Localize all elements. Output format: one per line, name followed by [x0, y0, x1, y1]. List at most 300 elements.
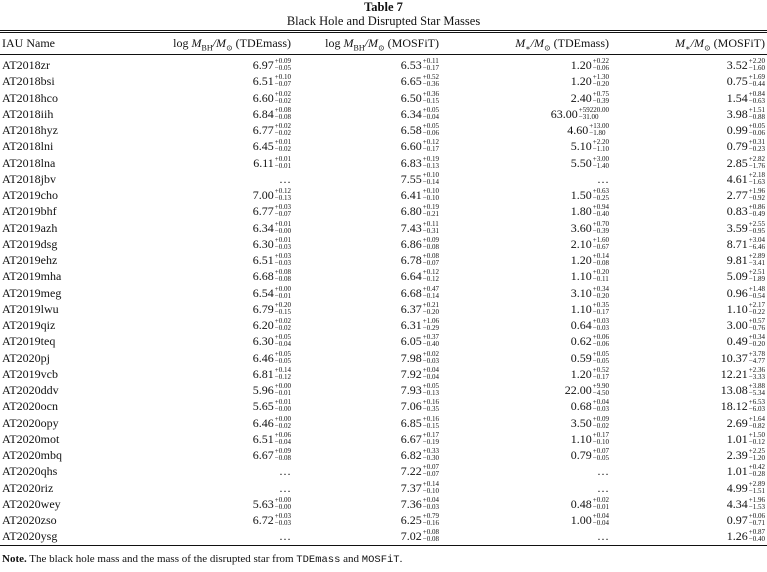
cell-uncertainty: [749, 156, 765, 170]
lower-error: −1.89: [748, 275, 765, 284]
cell-uncertainty: [423, 107, 439, 121]
cell-uncertainty: [593, 188, 609, 202]
upper-error: +0.01: [274, 219, 291, 228]
cell-uncertainty: [275, 58, 291, 72]
upper-error: +2.36: [748, 365, 765, 374]
cell-logmbh-tdemass: [279, 463, 291, 479]
lower-error: −0.03: [274, 519, 291, 527]
cell-iau-name: AT2019meg: [2, 285, 62, 300]
cell-iau-name: AT2019ehz: [2, 253, 58, 267]
cell-value: …: [597, 464, 609, 479]
upper-error: +0.05: [274, 333, 291, 342]
cell-uncertainty: [593, 367, 609, 381]
header-c1-sub: BH: [201, 43, 213, 53]
cell-logmbh-mosfit: [401, 171, 439, 187]
cell-uncertainty: [593, 416, 609, 430]
header-c2-div: /M: [364, 36, 378, 50]
lower-error: −1.80: [589, 129, 606, 137]
lower-error: −0.39: [592, 226, 609, 235]
cell-mstar-tdemass: [571, 187, 609, 203]
cell-value: 5.10: [570, 139, 592, 154]
upper-error: +0.00: [274, 284, 291, 293]
cell-value: 4.60: [567, 123, 589, 137]
lower-error: −6.03: [748, 405, 765, 414]
cell-logmbh-tdemass: [279, 171, 291, 187]
cell-uncertainty: [593, 351, 609, 365]
cell-mstar-tdemass: [571, 268, 609, 284]
lower-error: −0.03: [422, 502, 439, 511]
header-c3-div: /M: [530, 36, 544, 50]
cell-mstar-mosfit: [727, 333, 765, 349]
cell-uncertainty: [593, 286, 609, 300]
upper-error: +0.94: [592, 203, 609, 212]
cell-logmbh-mosfit: [401, 203, 439, 219]
cell-iau-name: AT2018zr: [2, 58, 50, 72]
cell-uncertainty: [423, 58, 439, 72]
cell-iau-name: AT2018hyz: [2, 123, 58, 137]
upper-error: +0.14: [274, 365, 291, 374]
cell-iau-name: AT2019mha: [2, 269, 62, 284]
cell-mstar-tdemass: [571, 236, 609, 252]
cell-value: 5.50: [570, 155, 592, 170]
lower-error: −0.07: [422, 470, 439, 479]
lower-error: −0.13: [274, 194, 291, 202]
upper-error: +1.64: [748, 414, 765, 423]
cell-logmbh-tdemass: [253, 285, 291, 301]
lower-error: −0.06: [748, 129, 765, 137]
table-row: [0, 90, 767, 106]
note-code-mosfit: MOSFiT: [361, 554, 400, 566]
lower-error: −0.04: [422, 112, 439, 121]
upper-error: +0.84: [748, 89, 765, 98]
lower-error: −0.49: [748, 210, 765, 219]
lower-error: −0.14: [422, 177, 439, 186]
cell-uncertainty: [275, 156, 291, 170]
lower-error: −0.63: [748, 96, 765, 105]
cell-mstar-tdemass: [571, 415, 609, 431]
lower-error: −0.31: [422, 226, 439, 235]
cell-logmbh-tdemass: [253, 268, 291, 284]
lower-error: −0.07: [274, 80, 291, 89]
cell-uncertainty: [423, 513, 439, 527]
cell-value: 6.34: [252, 220, 274, 235]
cell-uncertainty: [275, 237, 291, 251]
table-row: [0, 512, 767, 528]
cell-value: 7.93: [400, 383, 422, 397]
cell-iau-name: AT2020ddv: [2, 383, 59, 397]
lower-error: −0.00: [274, 502, 291, 511]
header-c1-suffix: (TDEmass): [232, 36, 291, 50]
cell-mstar-mosfit: [727, 480, 765, 496]
cell-logmbh-tdemass: [253, 236, 291, 252]
cell-value: 5.09: [726, 269, 748, 284]
upper-error: +0.35: [592, 300, 609, 309]
cell-value: 1.20: [570, 58, 592, 72]
cell-value: 6.85: [400, 415, 422, 430]
table-number: Table 7: [364, 0, 403, 14]
cell-value: 0.64: [570, 318, 592, 332]
cell-uncertainty: [749, 237, 765, 251]
cell-value: 7.37: [400, 480, 422, 495]
cell-mstar-mosfit: [727, 496, 765, 512]
cell-mstar-mosfit: [721, 366, 765, 382]
cell-value: 3.00: [726, 318, 748, 332]
cell-uncertainty: [423, 269, 439, 283]
cell-value: 6.11: [253, 155, 274, 170]
cell-mstar-mosfit: [727, 171, 765, 187]
cell-uncertainty: [593, 497, 609, 511]
upper-error: +1.48: [748, 284, 765, 293]
upper-error: +0.16: [422, 414, 439, 423]
cell-value: 6.37: [400, 301, 422, 316]
cell-uncertainty: [589, 123, 609, 137]
cell-mstar-mosfit: [727, 528, 765, 544]
upper-error: +0.02: [274, 317, 291, 325]
lower-error: −0.10: [422, 194, 439, 202]
lower-error: −0.30: [422, 454, 439, 462]
lower-error: −0.13: [422, 389, 439, 397]
cell-uncertainty: [593, 221, 609, 235]
cell-logmbh-tdemass: [253, 317, 291, 333]
cell-value: 1.20: [570, 366, 592, 381]
cell-value: 2.40: [570, 90, 592, 105]
cell-value: 7.06: [400, 399, 422, 414]
upper-error: +0.08: [274, 105, 291, 114]
lower-error: −0.03: [592, 324, 609, 332]
cell-iau-name: AT2019cho: [2, 188, 58, 202]
cell-iau-name: AT2019qiz: [2, 318, 56, 332]
cell-value: 6.20: [252, 318, 274, 332]
lower-error: −0.54: [748, 291, 765, 300]
cell-value: 1.01: [726, 431, 748, 446]
cell-logmbh-tdemass: [253, 415, 291, 431]
lower-error: −0.25: [592, 194, 609, 202]
cell-value: 0.68: [570, 399, 592, 414]
cell-value: 0.59: [570, 350, 592, 365]
cell-value: 3.10: [570, 285, 592, 300]
lower-error: −0.02: [592, 421, 609, 430]
cell-uncertainty: [275, 399, 291, 413]
cell-value: 0.75: [726, 74, 748, 89]
cell-value: 6.51: [252, 74, 274, 89]
upper-error: +0.01: [274, 138, 291, 147]
cell-value: 4.99: [726, 480, 748, 495]
cell-logmbh-tdemass: [253, 301, 291, 317]
lower-error: −0.13: [422, 161, 439, 170]
cell-iau-name: AT2019vcb: [2, 366, 58, 381]
cell-uncertainty: [593, 432, 609, 446]
header-c1-sun: ⊙: [225, 43, 233, 53]
cell-uncertainty: [423, 91, 439, 105]
lower-error: −0.21: [422, 210, 439, 219]
upper-error: +6.53: [748, 398, 765, 407]
cell-value: 6.51: [252, 253, 274, 267]
cell-logmbh-mosfit: [401, 268, 439, 284]
cell-value: 0.48: [570, 496, 592, 511]
table-row: [0, 415, 767, 431]
cell-mstar-mosfit: [727, 73, 765, 89]
cell-iau-name: AT2019teq: [2, 334, 56, 349]
table-row: [0, 138, 767, 154]
upper-error: +0.47: [422, 284, 439, 293]
cell-uncertainty: [749, 107, 765, 121]
table-row: [0, 398, 767, 414]
header-c1-div: /M: [212, 36, 226, 50]
cell-mstar-tdemass: [571, 252, 609, 268]
cell-uncertainty: [423, 286, 439, 300]
cell-value: 6.53: [400, 58, 422, 72]
cell-mstar-mosfit: [727, 122, 765, 138]
cell-uncertainty: [275, 334, 291, 348]
cell-mstar-tdemass: [571, 301, 609, 317]
lower-error: −0.00: [274, 405, 291, 414]
cell-uncertainty: [423, 172, 439, 186]
cell-value: 7.02: [400, 529, 422, 544]
cell-mstar-tdemass: [597, 480, 609, 496]
table-row: [0, 285, 767, 301]
cell-logmbh-tdemass: [253, 496, 291, 512]
table-note: [2, 553, 402, 566]
cell-mstar-tdemass: [551, 106, 609, 122]
lower-error: −1.40: [592, 161, 609, 170]
cell-logmbh-mosfit: [401, 138, 439, 154]
cell-value: 1.20: [570, 253, 592, 267]
cell-uncertainty: [749, 91, 765, 105]
cell-logmbh-mosfit: [401, 366, 439, 382]
cell-mstar-tdemass: [571, 138, 609, 154]
cell-uncertainty: [275, 123, 291, 137]
lower-error: −0.10: [592, 437, 609, 446]
cell-value: 6.67: [400, 431, 422, 446]
cell-uncertainty: [749, 204, 765, 218]
cell-iau-name: AT2018jbv: [2, 171, 56, 186]
cell-uncertainty: [423, 302, 439, 316]
lower-error: −0.04: [274, 340, 291, 349]
upper-error: +9.90: [592, 382, 609, 390]
cell-mstar-tdemass: [571, 366, 609, 382]
cell-value: 13.08: [720, 383, 748, 397]
cell-uncertainty: [749, 139, 765, 153]
header-c4-sub: ∗: [685, 43, 691, 53]
upper-error: +2.18: [748, 170, 765, 179]
cell-uncertainty: [749, 221, 765, 235]
lower-error: −0.08: [274, 275, 291, 284]
cell-logmbh-mosfit: [401, 236, 439, 252]
cell-value: 1.10: [570, 269, 592, 284]
upper-error: +0.01: [274, 398, 291, 407]
lower-error: −0.12: [274, 372, 291, 381]
upper-error: +0.01: [274, 235, 291, 244]
cell-uncertainty: [275, 367, 291, 381]
cell-iau-name: AT2019dsg: [2, 236, 58, 251]
upper-error: +0.03: [592, 317, 609, 325]
cell-uncertainty: [275, 253, 291, 267]
table-header: [0, 36, 767, 52]
cell-value: 6.50: [400, 90, 422, 105]
lower-error: −0.23: [748, 145, 765, 154]
upper-error: +0.36: [422, 89, 439, 98]
note-label: Note.: [2, 553, 27, 565]
lower-error: −0.01: [274, 161, 291, 170]
cell-value: 6.58: [400, 123, 422, 137]
cell-mstar-mosfit: [727, 301, 765, 317]
table-row: [0, 155, 767, 171]
cell-value: 10.37: [720, 350, 748, 365]
cell-uncertainty: [749, 334, 765, 348]
cell-logmbh-mosfit: [401, 415, 439, 431]
lower-error: −0.39: [592, 96, 609, 105]
cell-uncertainty: [593, 318, 609, 332]
header-c1-prefix: log: [173, 36, 189, 50]
cell-uncertainty: [749, 188, 765, 202]
cell-logmbh-mosfit: [401, 333, 439, 349]
cell-value: 6.41: [400, 188, 422, 202]
cell-mstar-mosfit: [727, 268, 765, 284]
cell-logmbh-mosfit: [401, 90, 439, 106]
upper-error: +0.14: [592, 252, 609, 260]
cell-value: 6.60: [400, 139, 422, 154]
cell-mstar-mosfit: [727, 187, 765, 203]
cell-uncertainty: [275, 432, 291, 446]
table-row: [0, 220, 767, 236]
cell-iau-name: AT2020zso: [2, 513, 57, 527]
upper-error: +3.78: [748, 349, 765, 358]
header-logmbh-mosfit: [325, 36, 439, 52]
cell-logmbh-tdemass: [253, 447, 291, 463]
cell-logmbh-tdemass: [253, 73, 291, 89]
cell-uncertainty: [275, 107, 291, 121]
cell-uncertainty: [593, 383, 609, 397]
upper-error: +0.02: [592, 495, 609, 504]
header-c4-div: /M: [690, 36, 704, 50]
cell-value: 6.68: [400, 285, 422, 300]
cell-value: 7.43: [400, 220, 422, 235]
cell-iau-name: AT2019lwu: [2, 301, 59, 316]
cell-uncertainty: [275, 383, 291, 397]
cell-value: 7.22: [400, 464, 422, 479]
lower-error: −0.02: [274, 129, 291, 137]
cell-value: 6.81: [252, 366, 274, 381]
cell-uncertainty: [593, 302, 609, 316]
lower-error: −0.36: [422, 80, 439, 89]
table-row: [0, 431, 767, 447]
cell-uncertainty: [593, 58, 609, 72]
lower-error: −0.04: [592, 519, 609, 527]
cell-value: 6.79: [252, 301, 274, 316]
cell-uncertainty: [423, 74, 439, 88]
header-c3-suffix: (TDEmass): [550, 36, 609, 50]
lower-error: −1.20: [748, 454, 765, 462]
table-row: [0, 496, 767, 512]
lower-error: −0.40: [592, 210, 609, 219]
cell-iau-name: AT2020wey: [2, 496, 61, 511]
lower-error: −0.29: [422, 324, 439, 332]
cell-value: …: [279, 529, 291, 544]
cell-uncertainty: [749, 497, 765, 511]
upper-error: +0.05: [422, 105, 439, 114]
lower-error: −0.35: [422, 405, 439, 414]
cell-uncertainty: [275, 204, 291, 218]
cell-value: 9.81: [726, 253, 748, 267]
lower-error: −0.20: [422, 307, 439, 316]
upper-error: +0.10: [422, 187, 439, 195]
upper-error: +0.10: [274, 73, 291, 82]
cell-value: 6.77: [252, 123, 274, 137]
cell-uncertainty: [749, 123, 765, 137]
cell-value: 4.61: [726, 171, 748, 186]
table-row: [0, 447, 767, 463]
lower-error: −0.03: [274, 242, 291, 251]
lower-error: −3.41: [748, 259, 765, 267]
upper-error: +0.37: [422, 333, 439, 342]
lower-error: −1.51: [748, 486, 765, 495]
cell-logmbh-mosfit: [401, 398, 439, 414]
cell-mstar-tdemass: [571, 285, 609, 301]
cell-uncertainty: [749, 432, 765, 446]
cell-mstar-tdemass: [571, 512, 609, 528]
cell-logmbh-tdemass: [253, 187, 291, 203]
cell-value: 6.34: [400, 106, 422, 121]
cell-logmbh-mosfit: [401, 512, 439, 528]
cell-uncertainty: [579, 107, 609, 121]
cell-uncertainty: [749, 529, 765, 543]
cell-value: 6.72: [252, 513, 274, 527]
cell-mstar-mosfit: [727, 220, 765, 236]
cell-uncertainty: [275, 139, 291, 153]
cell-value: 6.31: [400, 318, 422, 332]
upper-error: +0.87: [748, 528, 765, 537]
cell-uncertainty: [423, 464, 439, 478]
cell-logmbh-tdemass: [253, 512, 291, 528]
upper-error: +0.86: [748, 203, 765, 212]
lower-error: −0.12: [748, 437, 765, 446]
cell-value: 6.65: [400, 74, 422, 89]
table-body: [0, 57, 767, 545]
cell-logmbh-mosfit: [401, 252, 439, 268]
cell-iau-name: AT2018hco: [2, 90, 58, 105]
cell-mstar-tdemass: [567, 122, 609, 138]
cell-value: 3.52: [726, 58, 748, 72]
table-row: [0, 463, 767, 479]
upper-error: +0.06: [274, 430, 291, 439]
upper-error: +0.17: [592, 430, 609, 439]
header-c2-sun: ⊙: [377, 43, 385, 53]
cell-value: 18.12: [720, 399, 748, 414]
cell-uncertainty: [749, 464, 765, 478]
upper-error: +0.06: [748, 512, 765, 520]
lower-error: −0.20: [592, 291, 609, 300]
cell-iau-name: AT2020ocn: [2, 399, 58, 414]
cell-logmbh-tdemass: [253, 398, 291, 414]
cell-mstar-mosfit: [727, 285, 765, 301]
cell-mstar-tdemass: [571, 447, 609, 463]
cell-mstar-tdemass: [571, 220, 609, 236]
cell-iau-name: AT2019azh: [2, 220, 58, 235]
table-row: [0, 301, 767, 317]
cell-value: 63.00: [550, 106, 578, 121]
cell-value: 2.69: [726, 415, 748, 430]
cell-mstar-mosfit: [727, 463, 765, 479]
cell-uncertainty: [593, 399, 609, 413]
cell-mstar-mosfit: [727, 447, 765, 463]
cell-uncertainty: [593, 334, 609, 348]
cell-mstar-tdemass: [571, 203, 609, 219]
table-row: [0, 187, 767, 203]
cell-mstar-tdemass: [565, 382, 609, 398]
lower-error: −0.20: [592, 80, 609, 89]
cell-logmbh-mosfit: [401, 155, 439, 171]
upper-error: +0.19: [422, 203, 439, 212]
